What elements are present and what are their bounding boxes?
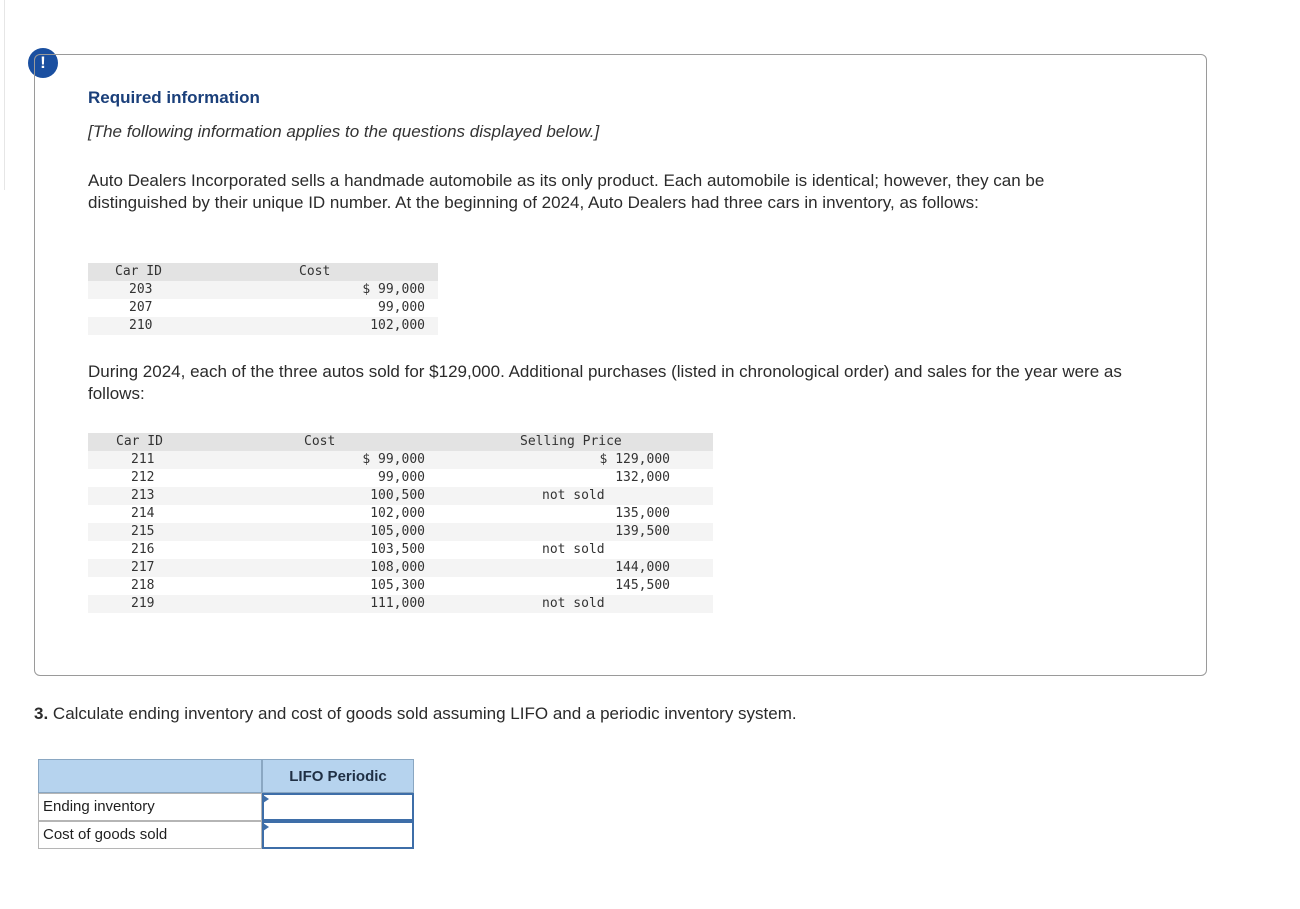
purchases-paragraph: During 2024, each of the three autos sold for $129,000. Additional purchases (listed in chronological order) and sales for the year were as follows: [88, 362, 1122, 403]
cost-cell: 105,300 [370, 578, 425, 593]
car-id-cell: 207 [129, 300, 153, 315]
cost-cell: 103,500 [370, 542, 425, 557]
cost-cell: $ 99,000 [362, 282, 425, 297]
selling-price-cell: $ 129,000 [599, 452, 670, 467]
lifo-periodic-header: LIFO Periodic [262, 759, 414, 793]
header-cost: Cost [299, 264, 331, 279]
cost-cell: 100,500 [370, 488, 425, 503]
header-car-id: Car ID [115, 264, 162, 279]
selling-price-cell: 145,500 [615, 578, 670, 593]
car-id-cell: 203 [129, 282, 153, 297]
selling-price-cell: 139,500 [615, 524, 670, 539]
alert-icon: ! [28, 48, 58, 78]
question-number: 3. [34, 704, 49, 723]
selling-price-cell: 132,000 [615, 470, 670, 485]
car-id-cell: 218 [131, 578, 155, 593]
left-edge-rule [4, 0, 5, 190]
intro-paragraph: Auto Dealers Incorporated sells a handmade automobile as its only product. Each automobile is identical; however, they can be distinguished by their unique ID number. At the beginning of 2024, Auto Dealers had three cars in inventory, as follows: [88, 171, 1045, 212]
ending-inventory-label: Ending inventory [38, 793, 262, 821]
car-id-cell: 219 [131, 596, 155, 611]
header-car-id: Car ID [116, 434, 163, 449]
answer-table-header-blank [38, 759, 262, 793]
cost-of-goods-sold-label: Cost of goods sold [38, 821, 262, 849]
selling-price-cell: 135,000 [615, 506, 670, 521]
selling-price-cell: not sold [542, 596, 605, 611]
cost-cell: 99,000 [378, 470, 425, 485]
car-id-cell: 210 [129, 318, 153, 333]
header-cost: Cost [304, 434, 336, 449]
header-selling-price: Selling Price [520, 434, 622, 449]
car-id-cell: 217 [131, 560, 155, 575]
cost-cell: 108,000 [370, 560, 425, 575]
car-id-cell: 213 [131, 488, 155, 503]
selling-price-cell: not sold [542, 488, 605, 503]
car-id-cell: 215 [131, 524, 155, 539]
cost-cell: 102,000 [370, 506, 425, 521]
car-id-cell: 216 [131, 542, 155, 557]
cost-cell: 105,000 [370, 524, 425, 539]
cost-cell: 99,000 [378, 300, 425, 315]
input-marker-icon [263, 823, 269, 831]
selling-price-cell: 144,000 [615, 560, 670, 575]
selling-price-cell: not sold [542, 542, 605, 557]
cost-cell: 102,000 [370, 318, 425, 333]
input-marker-icon [263, 795, 269, 803]
required-information-subtitle: [The following information applies to the questions displayed below.] [88, 122, 600, 141]
cost-cell: $ 99,000 [362, 452, 425, 467]
car-id-cell: 211 [131, 452, 155, 467]
car-id-cell: 212 [131, 470, 155, 485]
cost-of-goods-sold-input[interactable] [262, 821, 414, 849]
required-information-title: Required information [88, 88, 260, 107]
car-id-cell: 214 [131, 506, 155, 521]
cost-cell: 111,000 [370, 596, 425, 611]
question-3 [34, 704, 797, 724]
question-text: Calculate ending inventory and cost of goods sold assuming LIFO and a periodic inventory system. [52, 704, 797, 723]
ending-inventory-input[interactable] [262, 793, 414, 821]
